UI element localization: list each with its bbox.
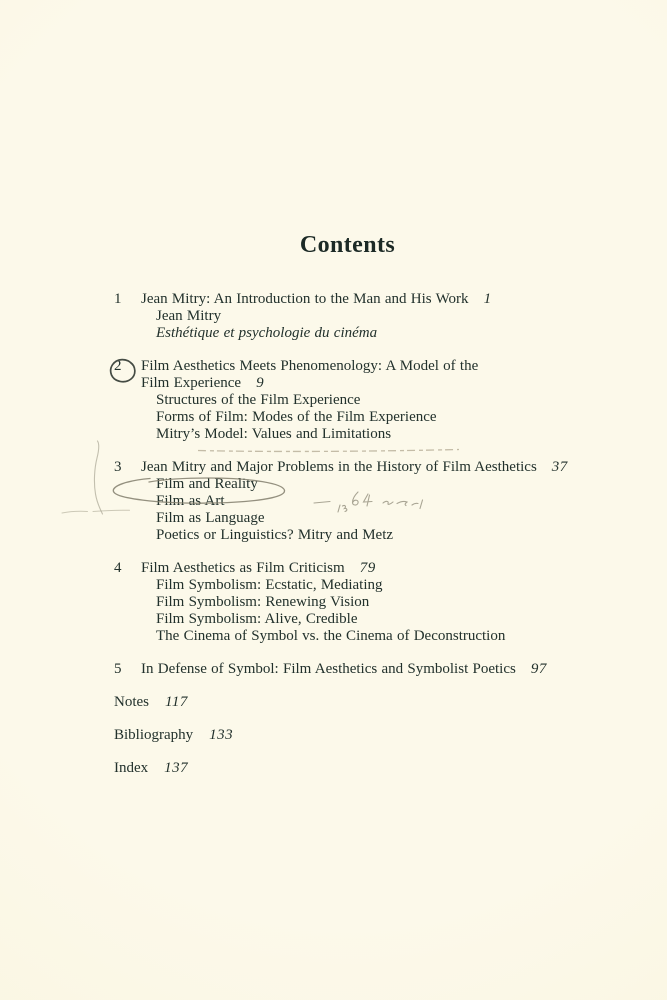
chapter-page-number: 97 xyxy=(530,661,547,677)
back-matter-page: 137 xyxy=(164,760,189,776)
chapter-number: 1 xyxy=(114,291,122,307)
toc-chapter-4 xyxy=(114,560,659,645)
back-matter-label: Bibliography xyxy=(114,727,194,743)
chapter-number: 4 xyxy=(114,560,122,576)
toc-chapter-1 xyxy=(114,291,659,342)
toc-subitem: Film Symbolism: Alive, Credible xyxy=(156,611,358,627)
pencil-margin-line-vertical xyxy=(94,441,102,514)
toc-chapter-2 xyxy=(114,358,659,443)
chapter-page-number: 37 xyxy=(551,459,568,475)
toc-subitem: Film as Language xyxy=(156,510,265,526)
chapter-title: Film Aesthetics as Film Criticism xyxy=(141,560,345,576)
toc-subitem: Esthétique et psychologie du cinéma xyxy=(156,325,378,341)
back-matter-page: 117 xyxy=(165,694,188,710)
chapter-title: In Defense of Symbol: Film Aesthetics and Symbolist Poetics xyxy=(141,661,516,677)
chapter-page-number: 1 xyxy=(483,291,492,307)
toc-subitem: Film Symbolism: Renewing Vision xyxy=(156,594,370,610)
chapter-title: Film Aesthetics Meets Phenomenology: A Model of the xyxy=(141,358,479,374)
toc-entry xyxy=(114,661,659,678)
toc-subitem: Structures of the Film Experience xyxy=(156,392,361,408)
toc-subitem: Film Symbolism: Ecstatic, Mediating xyxy=(156,577,383,593)
toc-entry xyxy=(114,291,659,308)
page-title: Contents xyxy=(299,232,396,259)
chapter-title: Jean Mitry and Major Problems in the History of Film Aesthetics xyxy=(141,459,537,475)
chapter-title: Jean Mitry: An Introduction to the Man and His Work xyxy=(141,291,469,307)
toc-subitem: Film as Art xyxy=(156,493,225,509)
table-of-contents xyxy=(114,291,659,793)
back-matter-label: Index xyxy=(114,760,149,776)
chapter-number-circled: 2 xyxy=(114,358,122,374)
toc-subitem: The Cinema of Symbol vs. the Cinema of Deconstruction xyxy=(156,628,506,644)
toc-subitem: Forms of Film: Modes of the Film Experience xyxy=(156,409,437,425)
toc-chapter-5 xyxy=(114,661,659,678)
chapter-page-number: 9 xyxy=(256,375,265,391)
toc-entry-continuation xyxy=(114,375,659,392)
chapter-number: 3 xyxy=(114,459,122,475)
chapter-title-continued: Film Experience xyxy=(141,375,242,391)
toc-chapter-3 xyxy=(114,459,659,544)
toc-entry xyxy=(114,560,659,577)
toc-subitem: Jean Mitry xyxy=(156,308,222,324)
back-matter-page: 133 xyxy=(209,727,234,743)
toc-subitem: Poetics or Linguistics? Mitry and Metz xyxy=(156,527,394,543)
chapter-page-number: 79 xyxy=(359,560,376,576)
chapter-number: 5 xyxy=(114,661,122,677)
toc-entry xyxy=(114,459,659,476)
toc-subitem: Mitry’s Model: Values and Limitations xyxy=(156,426,392,442)
back-matter-index xyxy=(114,760,659,777)
toc-entry xyxy=(114,358,659,375)
toc-subitem-circled: Film and Reality xyxy=(156,476,258,492)
back-matter-label: Notes xyxy=(114,694,149,710)
back-matter-bibliography xyxy=(114,727,659,744)
back-matter-notes xyxy=(114,694,659,711)
